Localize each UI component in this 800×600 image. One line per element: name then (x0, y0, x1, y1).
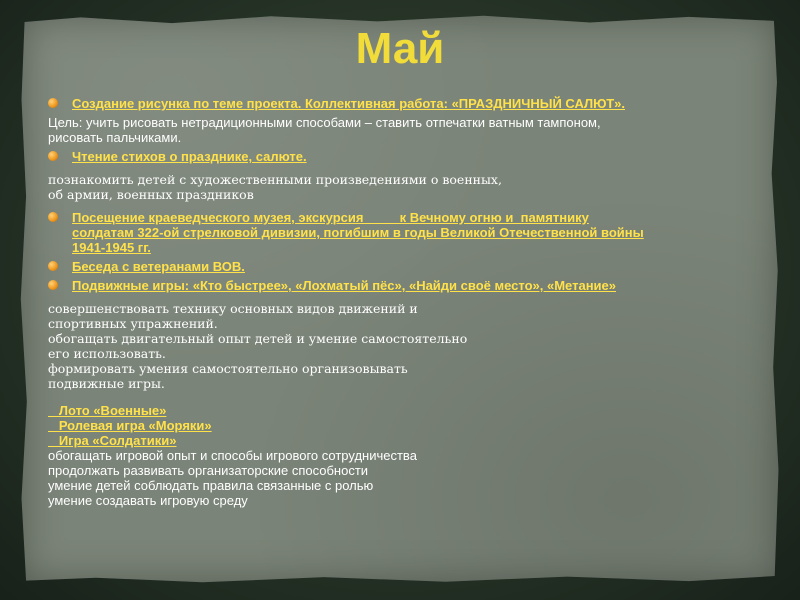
bullet-item-3 (48, 210, 758, 255)
link-museum-line-3[interactable]: 1941-1945 гг. (72, 240, 151, 255)
games-desc-line-3: обогащать двигательный опыт детей и умение самостоятельно (48, 331, 468, 346)
bullet-dot-icon (48, 151, 58, 161)
games-desc-line-5: формировать умения самостоятельно организовывать (48, 361, 408, 376)
bullet-item-2 (48, 149, 758, 164)
play-desc-line-2: продолжать развивать организаторские способности (48, 463, 369, 478)
content (48, 96, 758, 508)
bullet-dot-icon (48, 280, 58, 290)
bullet-item-4 (48, 259, 758, 274)
link-soldiers-game[interactable]: Игра «Солдатики» (48, 433, 177, 448)
page-title: Май (355, 24, 445, 73)
link-lotto[interactable]: Лото «Военные» (48, 403, 167, 418)
link-outdoor-games[interactable]: Подвижные игры: «Кто быстрее», «Лохматый пёс», «Найди своё место», «Метание» (72, 278, 617, 293)
bullet-dot-icon (48, 212, 58, 222)
poems-desc-line-1: познакомить детей с художественными произведениями о военных, (48, 172, 502, 187)
play-desc-line-1: обогащать игровой опыт и способы игрового сотрудничества (48, 448, 417, 463)
link-role-play[interactable]: Ролевая игра «Моряки» (48, 418, 212, 433)
link-project-drawing[interactable]: Создание рисунка по теме проекта. Коллективная работа: «ПРАЗДНИЧНЫЙ САЛЮТ». (72, 96, 626, 111)
play-desc-line-3: умение детей соблюдать правила связанные с ролью (48, 478, 374, 493)
goal-line-1: Цель: учить рисовать нетрадиционными способами – ставить отпечатки ватным тампоном, (48, 115, 601, 130)
bullet-dot-icon (48, 98, 58, 108)
games-desc-line-4: его использовать. (48, 346, 166, 361)
link-museum-line-1[interactable]: Посещение краеведческого музея, экскурсия к Вечному огню и памятнику (72, 210, 589, 225)
bullet-item-5 (48, 278, 758, 293)
link-museum-line-2[interactable]: солдатам 322-ой стрелковой дивизии, погибшим в годы Великой Отечественной войны (72, 225, 644, 240)
poems-desc-line-2: об армии, военных праздников (48, 187, 254, 202)
bullet-item-1 (48, 96, 758, 111)
link-poems[interactable]: Чтение стихов о празднике, салюте. (72, 149, 307, 164)
games-desc-line-2: спортивных упражнений. (48, 316, 218, 331)
goal-line-2: рисовать пальчиками. (48, 130, 182, 145)
play-desc-line-4: умение создавать игровую среду (48, 493, 248, 508)
games-desc-line-1: совершенствовать технику основных видов движений и (48, 301, 418, 316)
bullet-dot-icon (48, 261, 58, 271)
link-veterans[interactable]: Беседа с ветеранами ВОВ. (72, 259, 245, 274)
games-desc-line-6: подвижные игры. (48, 376, 165, 391)
